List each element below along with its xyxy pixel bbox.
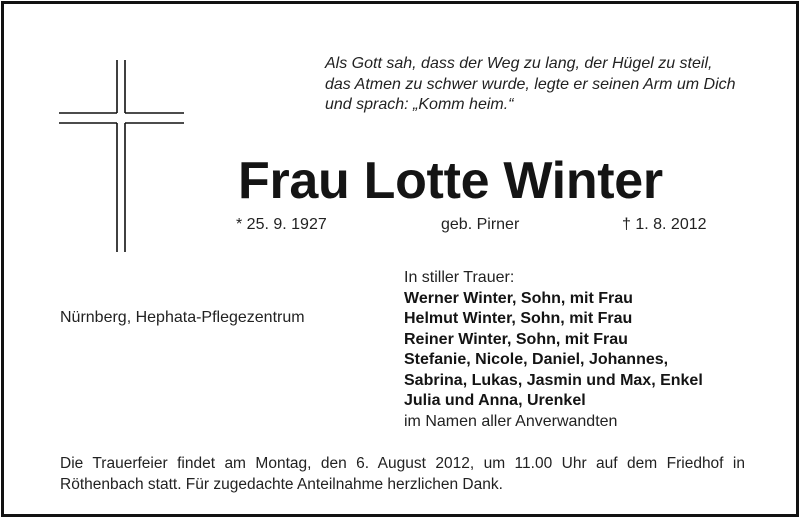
poem-line: Als Gott sah, dass der Weg zu lang, der Hügel zu steil, [325, 55, 713, 72]
mourner-name: Sabrina, Lukas, Jasmin und Max, Enkel [404, 371, 703, 389]
poem-line: das Atmen zu schwer wurde, legte er seinen Arm um Dich [325, 75, 736, 93]
place: Nürnberg, Hephata-Pflegezentrum [60, 309, 305, 326]
funeral-notice-line: Röthenbach statt. Für zugedachte Anteilnahme herzlichen Dank. [60, 475, 503, 493]
obituary-card [1, 1, 799, 517]
cross-icon [59, 60, 184, 252]
funeral-notice-line: Die Trauerfeier findet am Montag, den 6. August 2012, um 11.00 Uhr auf dem Friedhof in [60, 455, 745, 472]
mourner-name: Werner Winter, Sohn, mit Frau [404, 289, 633, 307]
mourner-name: Stefanie, Nicole, Daniel, Johannes, [404, 351, 669, 368]
funeral-notice [60, 454, 745, 495]
mourner-name: Reiner Winter, Sohn, mit Frau [404, 330, 628, 348]
mourners-closing: im Namen aller Anverwandten [404, 412, 618, 430]
birth-date: * 25. 9. 1927 [236, 216, 327, 233]
mourners-intro: In stiller Trauer: [404, 269, 515, 286]
poem [325, 54, 765, 116]
poem-line: und sprach: „Komm heim.“ [325, 96, 514, 113]
mourner-name: Helmut Winter, Sohn, mit Frau [404, 310, 633, 327]
deceased-name: Frau Lotte Winter [238, 152, 663, 210]
mourner-name: Julia und Anna, Urenkel [404, 392, 586, 409]
birth-name: geb. Pirner [441, 216, 520, 233]
mourners [404, 268, 703, 432]
death-date: † 1. 8. 2012 [622, 216, 707, 233]
